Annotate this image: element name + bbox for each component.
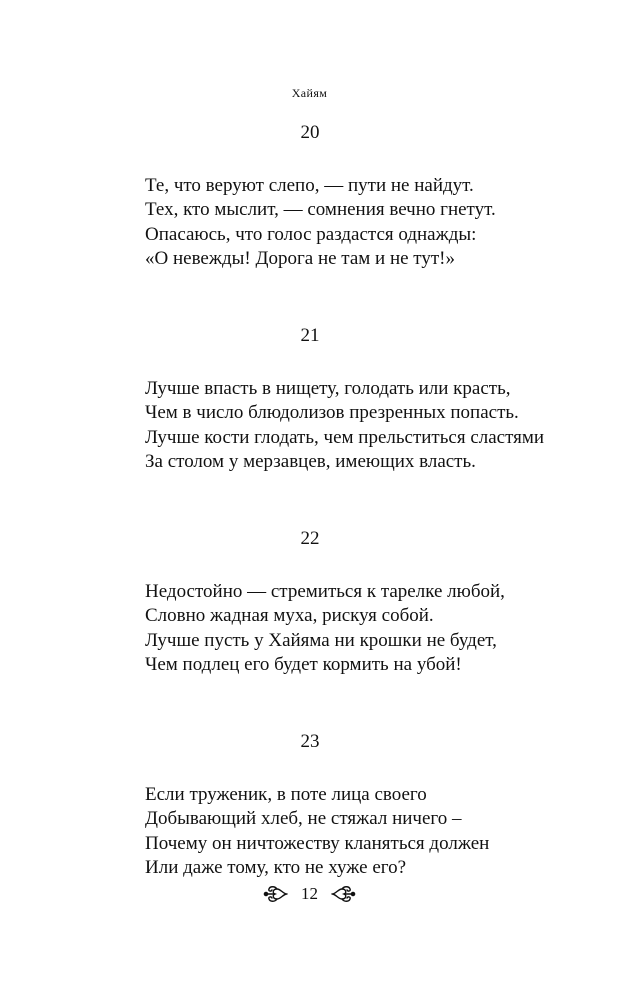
poem-line: Или даже тому, кто не хуже его? xyxy=(145,856,406,878)
poem-line: Если труженик, в поте лица своего xyxy=(145,784,427,805)
page-number: 12 xyxy=(301,884,318,904)
page-folio xyxy=(0,882,619,905)
poem-number: 20 xyxy=(300,122,320,143)
poem-line: Добывающий хлеб, не стяжал ничего – xyxy=(145,808,462,830)
poem-line: За столом у мерзавцев, имеющих власть. xyxy=(145,450,476,472)
poem-number: 21 xyxy=(300,325,320,346)
poem-line: Чем в число блюдолизов презренных попасть. xyxy=(145,402,519,424)
fleuron-left-icon xyxy=(263,885,289,903)
poem-line: Лучше впасть в нищету, голодать или красть, xyxy=(145,378,511,399)
poem-line: Лучше кости глодать, чем прельститься сластями xyxy=(145,426,545,448)
running-title: Хайям xyxy=(291,86,328,100)
poem-21 xyxy=(145,325,585,474)
poem-line: Тех, кто мыслит, — сомнения вечно гнетут. xyxy=(145,199,496,221)
fleuron-right-icon xyxy=(330,885,356,903)
poem-20 xyxy=(145,122,585,271)
poem-line: «О невежды! Дорога не там и не тут!» xyxy=(145,247,455,269)
poem-23 xyxy=(145,731,585,880)
poem-line: Лучше пусть у Хайяма ни крошки не будет, xyxy=(145,629,497,651)
poem-line: Почему он ничтожеству кланяться должен xyxy=(145,832,490,854)
poem-line: Недостойно — стремиться к тарелке любой, xyxy=(145,581,505,602)
poem-22 xyxy=(145,528,585,677)
poem-line: Те, что веруют слепо, — пути не найдут. xyxy=(145,175,474,196)
poem-line: Опасаюсь, что голос раздастся однажды: xyxy=(145,223,477,245)
poem-number: 22 xyxy=(300,528,320,549)
poem-line: Словно жадная муха, рискуя собой. xyxy=(145,605,434,627)
poem-line: Чем подлец его будет кормить на убой! xyxy=(145,653,462,675)
poem-number: 23 xyxy=(300,731,320,752)
